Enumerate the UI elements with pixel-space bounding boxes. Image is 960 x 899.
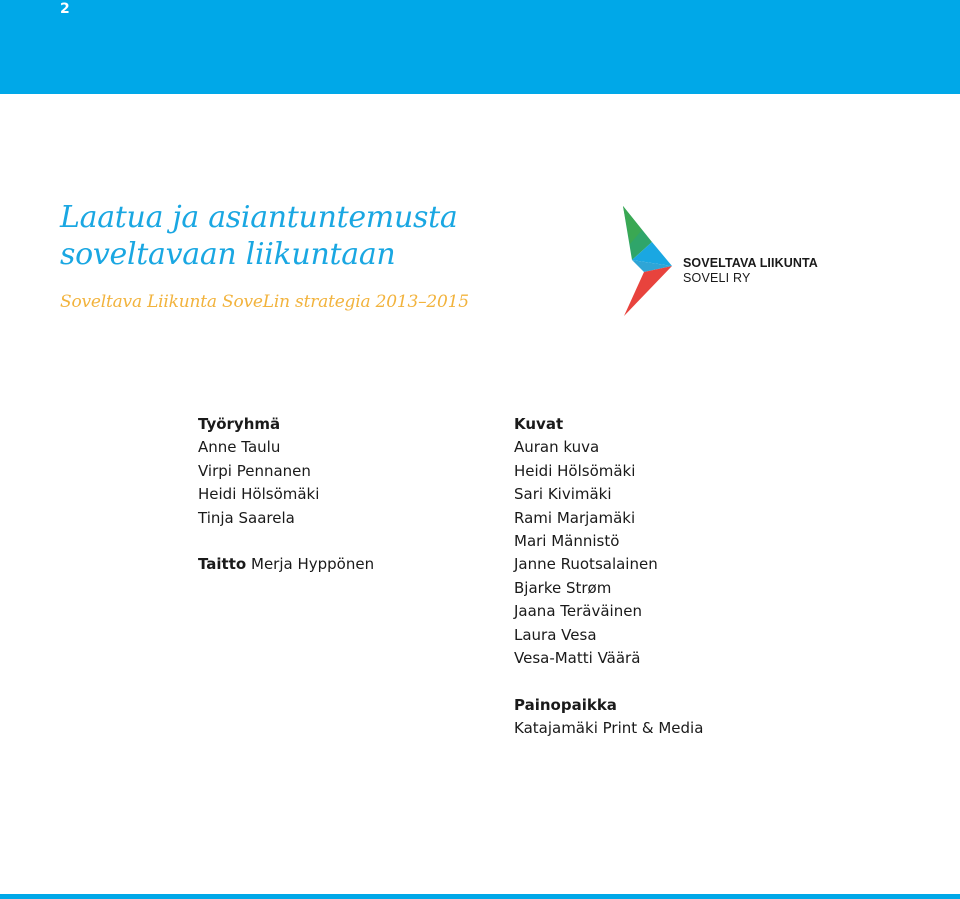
logo-text — [683, 256, 818, 286]
tyoryhma-name: Tinja Saarela — [198, 508, 295, 527]
title-line-2: soveltavaan liikuntaan — [60, 237, 396, 272]
kuvat-name: Bjarke Strøm — [514, 578, 612, 597]
title-line-1: Laatua ja asiantuntemusta — [60, 200, 458, 235]
taitto-name: Merja Hyppönen — [251, 555, 375, 574]
logo-line-2: SOVELI RY — [683, 271, 751, 285]
kuvat-heading: Kuvat — [514, 415, 564, 433]
painopaikka-heading: Painopaikka — [514, 695, 617, 714]
painopaikka-name: Katajamäki Print & Media — [514, 719, 704, 738]
kuvat-name: Vesa-Matti Väärä — [514, 649, 641, 668]
kuvat-name: Heidi Hölsömäki — [514, 461, 636, 480]
taitto-section — [198, 553, 374, 576]
taitto-label: Taitto — [198, 555, 247, 574]
kuvat-name: Laura Vesa — [514, 625, 597, 644]
kuvat-name: Auran kuva — [514, 438, 600, 457]
tyoryhma-name: Virpi Pennanen — [198, 461, 311, 480]
credits-right-column — [514, 413, 703, 741]
credits-left-column — [198, 413, 374, 577]
page-number: 2 — [60, 1, 70, 17]
kuvat-name: Janne Ruotsalainen — [514, 555, 658, 574]
kuvat-section — [514, 413, 703, 670]
tyoryhma-heading: Työryhmä — [198, 415, 281, 433]
soveli-logo — [622, 204, 832, 318]
kuvat-name: Rami Marjamäki — [514, 508, 636, 527]
logo-line-1: SOVELTAVA LIIKUNTA — [683, 256, 818, 270]
page-subtitle: Soveltava Liikunta SoveLin strategia 2013–2015 — [60, 292, 469, 312]
tyoryhma-name: Heidi Hölsömäki — [198, 485, 320, 504]
kuvat-name: Sari Kivimäki — [514, 485, 612, 504]
footer-band — [0, 894, 960, 899]
tyoryhma-name: Anne Taulu — [198, 438, 281, 457]
header-band — [0, 0, 960, 94]
kuvat-name: Mari Männistö — [514, 532, 620, 551]
painopaikka-section — [514, 694, 703, 741]
page-title — [60, 199, 457, 273]
kuvat-name: Jaana Teräväinen — [514, 602, 642, 621]
tyoryhma-section — [198, 413, 374, 530]
soveli-logo-mark-icon — [622, 204, 678, 318]
